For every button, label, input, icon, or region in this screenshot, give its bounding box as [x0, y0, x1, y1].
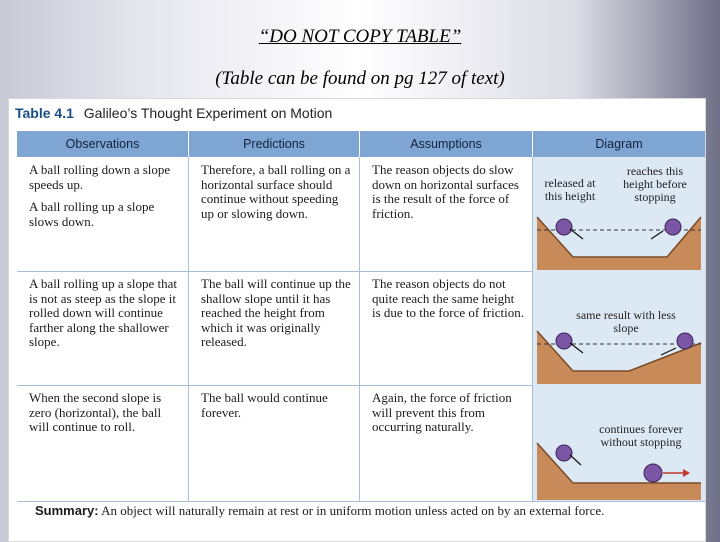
prediction-cell: The ball will continue up the shallow slope until it has reached the height from which it was originally released.: [189, 271, 360, 385]
diagram-label-right: same result with less slope: [576, 308, 676, 335]
table-row: [17, 271, 705, 386]
header-diagram: Diagram: [595, 137, 643, 151]
table-row: [17, 385, 705, 502]
observations-cell: A ball rolling up a slope that is not as steep as the slope it rolled down will continue farther along the shallower slope.: [17, 271, 189, 385]
table-sheet: [8, 98, 706, 542]
diagram-cell: [533, 157, 705, 271]
header-observations: Observations: [17, 131, 189, 157]
observations-cell: When the second slope is zero (horizontal), the ball will continue to roll.: [17, 385, 189, 501]
diagram-label-right: reaches this height before stopping: [623, 164, 687, 204]
slope-diagram-symmetric: [533, 157, 705, 270]
slide-title: “DO NOT COPY TABLE”: [258, 26, 462, 47]
diagram-cell: [533, 385, 705, 501]
assumption-cell: Again, the force of friction will prevent this from occurring naturally.: [360, 385, 533, 501]
observation-text: A ball rolling down a slope speeds up.: [29, 162, 171, 192]
table-title: Galileo’s Thought Experiment on Motion: [83, 105, 333, 121]
summary-text: An object will naturally remain at rest or in uniform motion unless acted on by an external force.: [101, 503, 605, 518]
diagram-label-right: continues forever without stopping: [599, 422, 683, 449]
slope-diagram-shallow: [533, 271, 705, 384]
diagram-cell: [533, 271, 705, 385]
header-assumptions: Assumptions: [360, 131, 533, 157]
prediction-cell: The ball would continue forever.: [189, 385, 360, 501]
header-predictions: Predictions: [189, 131, 360, 157]
summary-label: Summary:: [35, 503, 99, 518]
assumption-cell: The reason objects do slow down on horizontal surfaces is the result of the force of friction.: [360, 157, 533, 271]
diagram-label-left: released at this height: [544, 176, 596, 203]
slope-diagram-horizontal: [533, 385, 705, 500]
slide-subtitle: (Table can be found on pg 127 of text): [215, 68, 505, 89]
observation-text: A ball rolling up a slope slows down.: [29, 199, 155, 229]
prediction-cell: Therefore, a ball rolling on a horizontal surface should continue without speeding up or slowing down.: [189, 157, 360, 271]
table-number: Table 4.1: [15, 105, 74, 121]
observations-cell: [17, 157, 189, 271]
table-caption: [15, 105, 332, 121]
assumption-cell: The reason objects do not quite reach the same height is due to the force of friction.: [360, 271, 533, 385]
table-header: [17, 131, 705, 157]
table-row: [17, 157, 705, 272]
summary: [17, 501, 705, 541]
